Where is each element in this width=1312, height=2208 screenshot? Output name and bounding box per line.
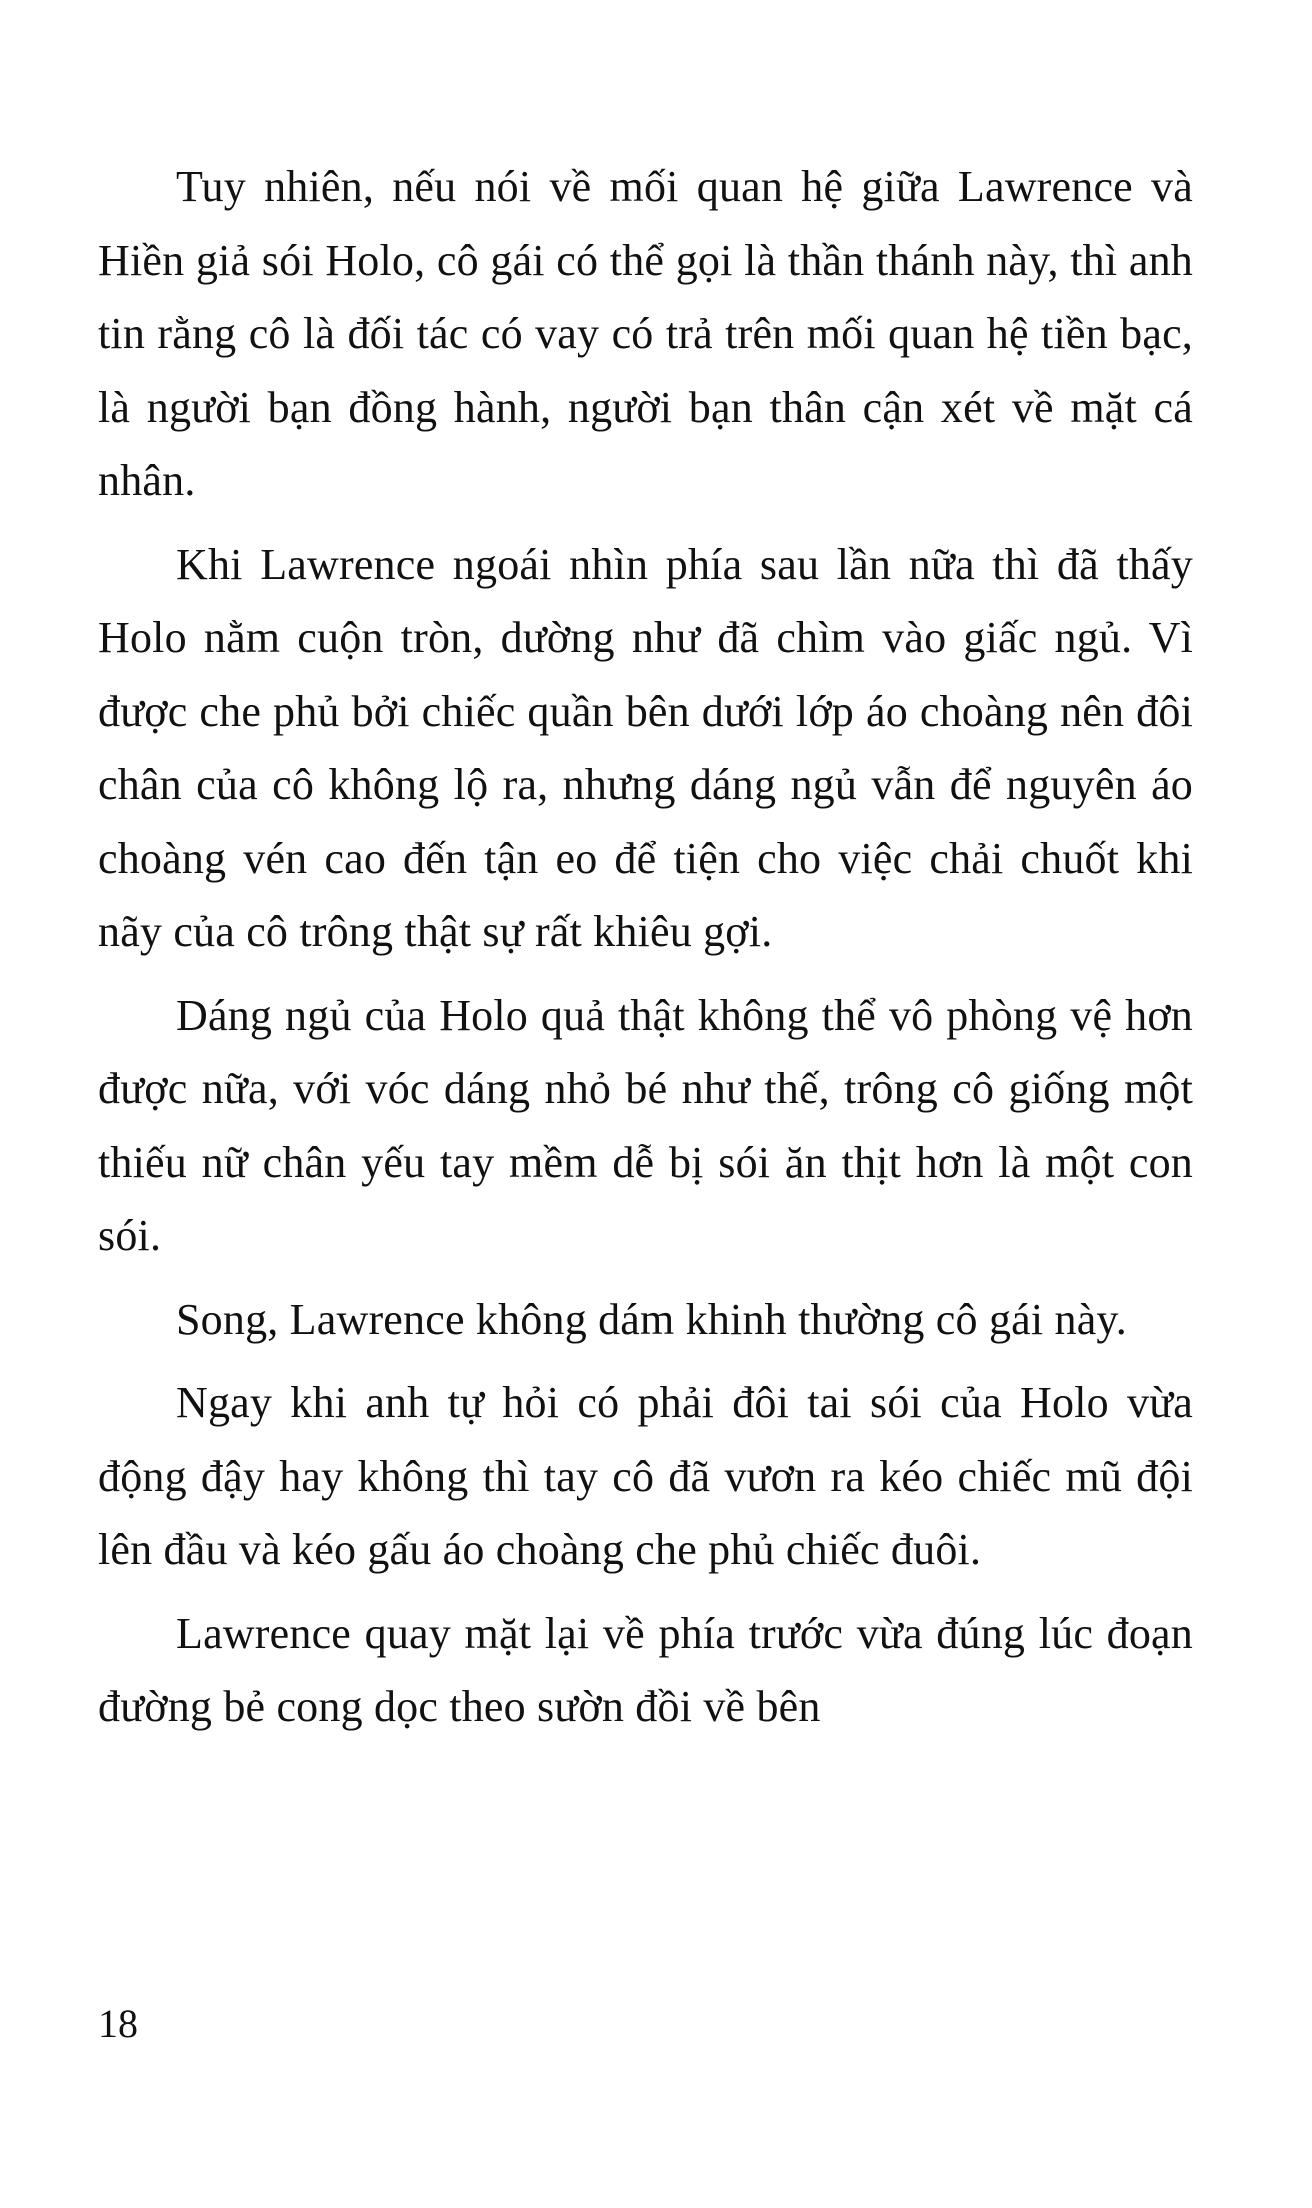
paragraph-2: Khi Lawrence ngoái nhìn phía sau lần nữa thì đã thấy Holo nằm cuộn tròn, dường như đã chìm vào giấc ngủ. Vì được che phủ bởi chiếc quần bên dưới lớp áo choàng nên đôi chân của cô không lộ ra, nhưng dáng ngủ vẫn để nguyên áo choàng vén cao đến tận eo để tiện cho việc chải chuốt khi nãy của cô trông thật sự rất khiêu gợi. xyxy=(98,539,1193,956)
paragraph-1: Tuy nhiên, nếu nói về mối quan hệ giữa Lawrence và Hiền giả sói Holo, cô gái có thể gọi là thần thánh này, thì anh tin rằng cô là đối tác có vay có trả trên mối quan hệ tiền bạc, là người bạn đồng hành, người bạn thân cận xét về mặt cá nhân. xyxy=(98,162,1193,505)
paragraph-3: Dáng ngủ của Holo quả thật không thể vô phòng vệ hơn được nữa, với vóc dáng nhỏ bé như thế, trông cô giống một thiếu nữ chân yếu tay mềm dễ bị sói ăn thịt hơn là một con sói. xyxy=(98,990,1193,1260)
page-number: 18 xyxy=(98,2001,138,2046)
body-text xyxy=(98,150,1193,1754)
paragraph-5: Ngay khi anh tự hỏi có phải đôi tai sói của Holo vừa động đậy hay không thì tay cô đã vươn ra kéo chiếc mũ đội lên đầu và kéo gấu áo choàng che phủ chiếc đuôi. xyxy=(98,1378,1193,1574)
paragraph-6: Lawrence quay mặt lại về phía trước vừa đúng lúc đoạn đường bẻ cong dọc theo sườn đồi về bên xyxy=(98,1608,1193,1731)
paragraph-4: Song, Lawrence không dám khinh thường cô gái này. xyxy=(176,1294,1127,1344)
